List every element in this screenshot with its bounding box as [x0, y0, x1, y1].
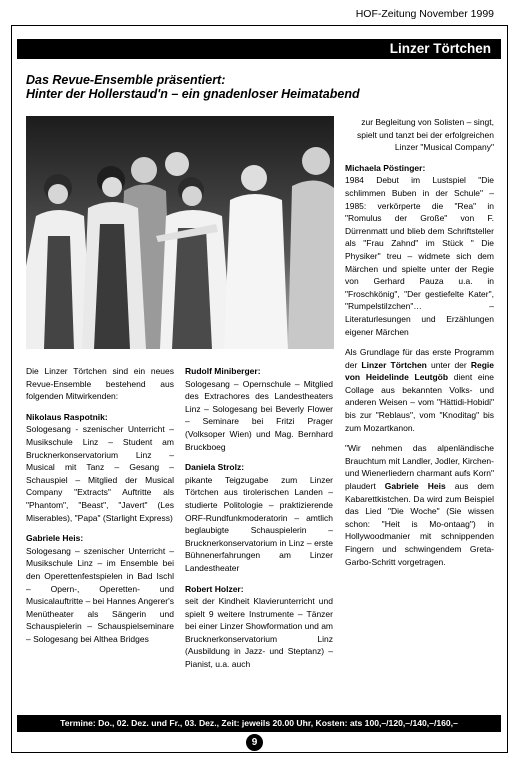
headline-line-2: Hinter der Hollerstaud'n – ein gnadenloser Heimatabend: [26, 87, 360, 101]
event-dates-bar: [17, 715, 501, 732]
member-name: Nikolaus Raspotnik:: [26, 411, 108, 422]
program-text: Als Grundlage für das erste Programm der: [345, 347, 494, 370]
member-name: Michaela Pöstinger:: [345, 162, 426, 173]
ensemble-name: Linzer Törtchen: [361, 359, 427, 370]
quote-text: "Wir nehmen das alpenländische Brauchtum mit Landler, Jodler, Kirchen- und Wienerliedern charmant aufs Korn" plaudert: [345, 443, 494, 492]
ensemble-photo-illustration: [26, 116, 334, 349]
program-text: unter der: [426, 359, 471, 370]
member-name: Robert Holzer:: [185, 583, 244, 594]
continued-paragraph: zur Begleitung von Solisten – singt, spielt und tanzt bei der erfolgreichen Linzer "Musical Company": [356, 117, 494, 153]
member-entry: [345, 162, 494, 338]
member-bio: pikante Teigzugabe zum Linzer Törtchen aus tirolerischen Landen – studierte Politologie – praktizierende ORF-Rundfunkmoderatorin – amtlich beglaubigte Schauspielerin – Brucknerkonservatorium in Linz – erste Bühnenerfahrungen am Linzer Landestheater: [185, 474, 333, 573]
section-banner: [17, 39, 501, 59]
member-entry: [26, 532, 174, 645]
member-entry: [185, 583, 333, 671]
director-credit: Regie von Heidelinde Leutgöb: [345, 359, 494, 383]
member-entry: [185, 365, 333, 453]
quote-speaker: Gabriele Heis: [384, 481, 446, 492]
section-title: Linzer Törtchen: [389, 41, 491, 56]
member-bio: seit der Kindheit Klavierunterricht und spielt 9 weitere Instrumente – Tänzer bei einer Linzer Showformation und am Brucknerkonservatorium Linz (Ausbildung in Jazz- und Steptanz) – Pianist, u.a. auch: [185, 596, 333, 670]
member-bio: 1984 Debut im Lustspiel "Die schlimmen Buben in der Schule" – 1985: verkörperte die "Rea" in "Romulus der Große" von F. Dürrenmatt und blieb dem Schriftsteller als "Frau Zahnd" im Stück " Die Physiker" treu – widmete sich dem Märchen und spielte unter der Regie von Gerhard Pauza u.a. in "Froschkönig", "Der gestiefelte Kater", "Rumpelstilzchen"… – Literaturlesungen und Erzählungen eigener Märchen: [345, 175, 494, 337]
member-name: Daniela Strolz:: [185, 462, 245, 473]
column-left: [26, 365, 174, 653]
ensemble-photo: [26, 116, 334, 349]
program-paragraph: [345, 346, 494, 434]
member-name: Rudolf Miniberger:: [185, 366, 261, 376]
member-bio: Sologesang - szenischer Unterricht – Musikschule Linz – Student am Brucknerkonservatorium Linz – Musical mit Tanz – Gesang – Schauspiel – Mitglied der Musical Company "Extracts" Auftritte als "Phantom", "Beast", "Javert" (Les Miserables), "Papa" (Starlight Express): [26, 424, 174, 523]
column-middle: [185, 365, 333, 679]
page-number-badge: 9: [246, 734, 263, 751]
member-name: Gabriele Heis:: [26, 533, 84, 544]
member-bio: Sologesang – Opernschule – Mitglied des Extrachores des Landestheaters Linz – Sologesang bei Beverly Flower – Seminare bei Fritzi Prager (Volksoper Wien) und Mag. Bernhard Bruckboeg: [185, 378, 333, 452]
intro-paragraph: Die Linzer Törtchen sind ein neues Revue-Ensemble bestehend aus folgenden Mitwirkenden:: [26, 366, 174, 402]
member-bio: Sologesang – szenischer Unterricht – Musikschule Linz – im Ensemble bei den Operettenfestspielen in Bad Ischl – Opern-, Operetten- und Musicalauftritte – bei Hannes Angerer's Menütheater als Sängerin und Schauspielerin – Schauspielseminare – Sologesang bei Althea Bridges: [26, 545, 174, 644]
member-entry: [185, 461, 333, 574]
program-text: dient eine Collage aus bekannten Volks- und anderen Weisen – vom "Hättidi-Hobidi" bis zur "Reblaus", vom "Knoditag" bis zum Mozartkanon.: [345, 372, 494, 433]
publication-header: HOF-Zeitung November 1999: [355, 8, 494, 20]
column-right: [345, 116, 494, 576]
event-dates-text: Termine: Do., 02. Dez. und Fr., 03. Dez., Zeit: jeweils 20.00 Uhr, Kosten: ats 100,–/120,–/140,–/160,–: [60, 718, 458, 728]
quote-text: aus dem Kabarettkistchen. Da wird zum Beispiel das Lied "Die Woche" (Sie wissen schon: "Heit is Mo-ontaag") in Hollywoodmanier mit schnippenden Fingern und schwingendem Greta-Garbo-Schritt vorgetragen.: [345, 481, 494, 567]
quote-paragraph: [345, 442, 494, 568]
headline-line-1: Das Revue-Ensemble präsentiert:: [26, 73, 226, 87]
member-entry: [26, 411, 174, 524]
